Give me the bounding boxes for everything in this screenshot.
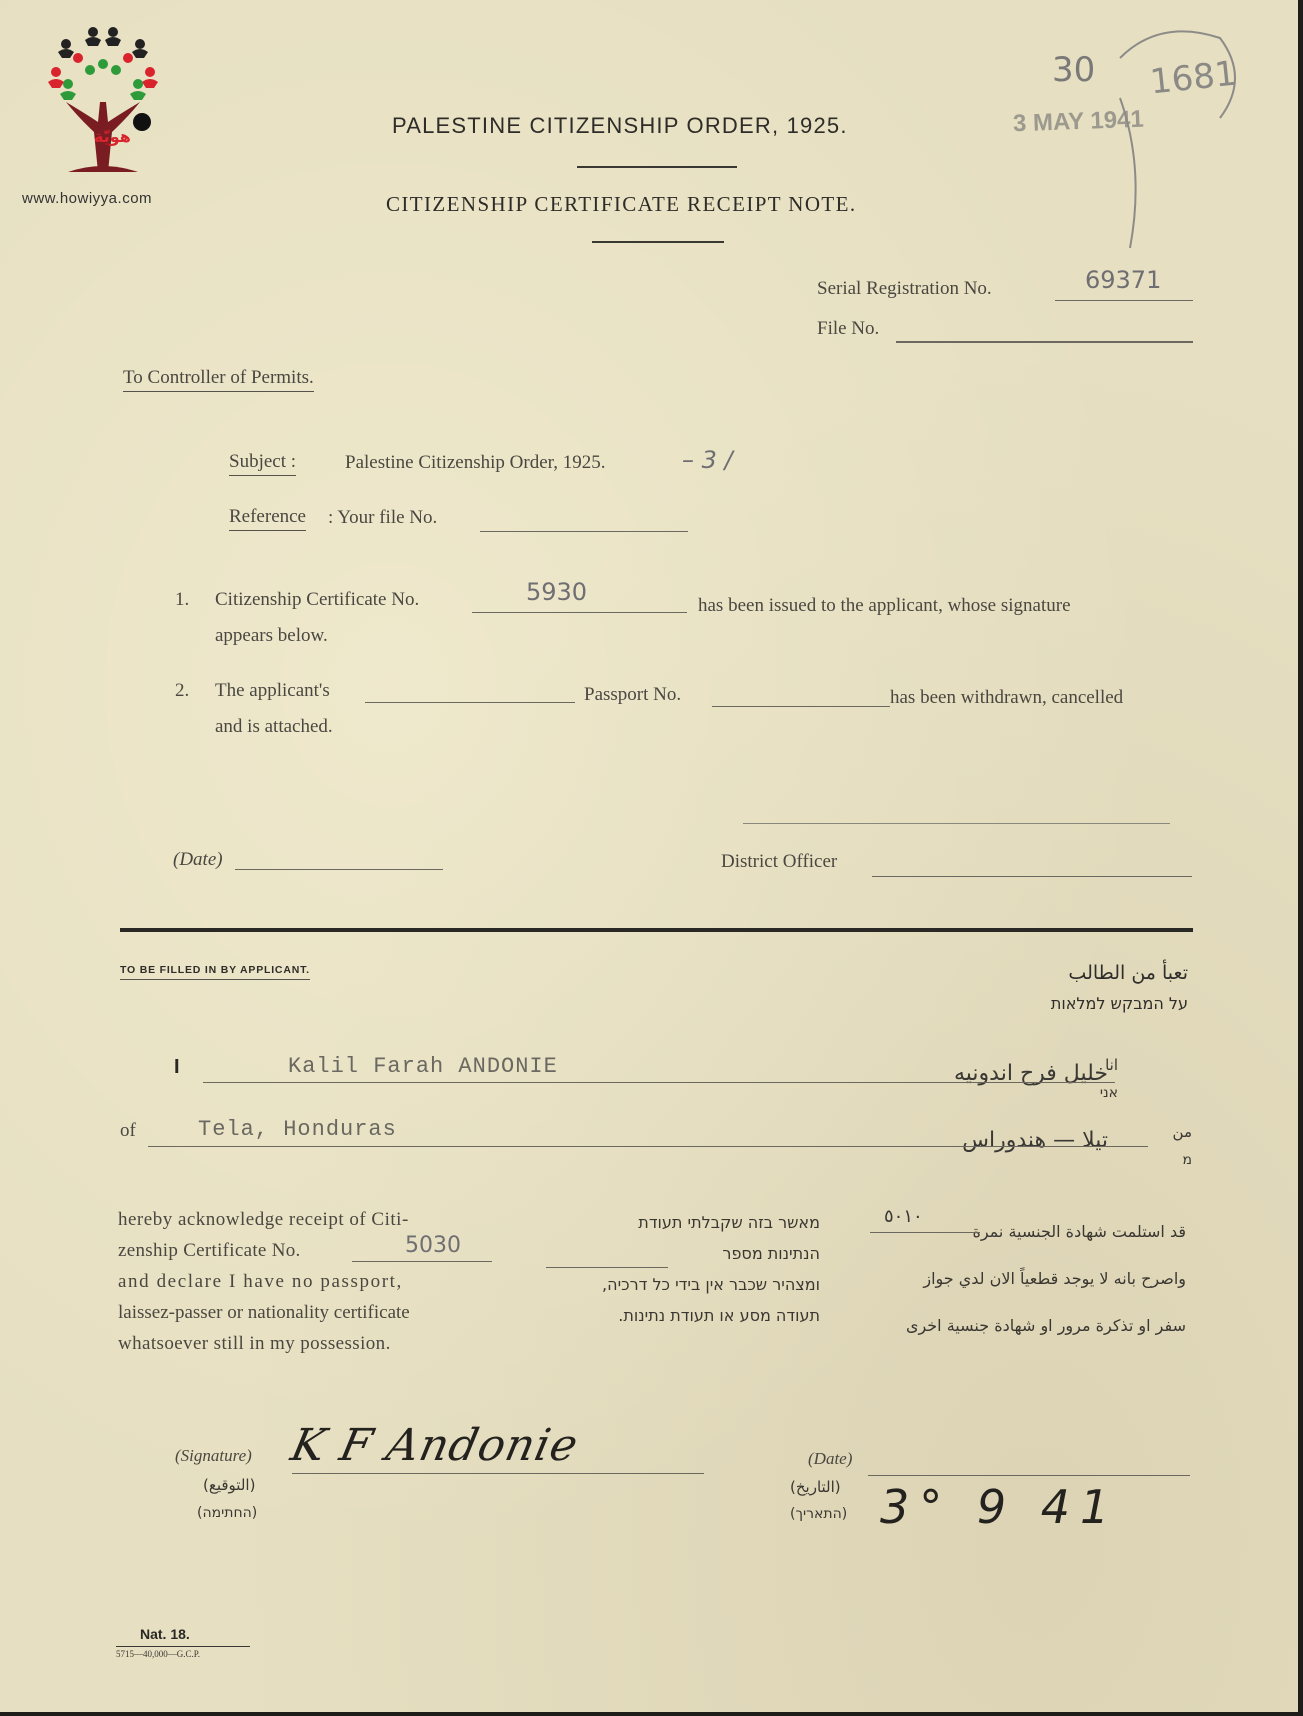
- i-arabic: انا: [1105, 1056, 1118, 1074]
- signature-date-label: (Date): [808, 1449, 853, 1468]
- item2-passport-line: [712, 706, 890, 707]
- section-divider: [120, 928, 1193, 932]
- subject-label: Subject :: [229, 448, 296, 476]
- print-code: 5715—40,000—G.C.P.: [116, 1649, 201, 1659]
- i-hebrew: אני: [1099, 1085, 1118, 1101]
- of-hebrew: מ: [1182, 1152, 1192, 1168]
- of-label: of: [120, 1120, 136, 1141]
- item1-cert-no: 5930: [526, 578, 588, 606]
- place-line: [148, 1146, 1148, 1147]
- addressee: To Controller of Permits.: [123, 364, 314, 392]
- declaration-line: zenship Certificate No.: [118, 1240, 301, 1261]
- declaration-line: ומצהיר שכבר אין בידי כל דרכיה,: [602, 1275, 820, 1294]
- of-arabic: من: [1172, 1123, 1192, 1141]
- item2-after: has been withdrawn, cancelled: [890, 687, 1124, 708]
- file-no-label: File No.: [817, 318, 880, 339]
- declaration-line: מאשר בזה שקבלתי תעודת: [638, 1213, 820, 1232]
- signature-date-arabic: (التاريخ): [790, 1478, 841, 1496]
- received-date-stamp: 3 MAY 1941: [1012, 105, 1145, 138]
- hebrew-cert-line: [546, 1267, 668, 1268]
- applicant-signature: K F Andonie: [286, 1420, 584, 1471]
- declaration-line: laissez-passer or nationality certificate: [118, 1302, 410, 1323]
- applicant-name-typed: Kalil Farah ANDONIE: [288, 1054, 558, 1079]
- item1-cert-line: [472, 612, 687, 613]
- declaration-hebrew: [530, 1207, 820, 1331]
- item1-before: Citizenship Certificate No.: [215, 589, 420, 610]
- item2-before: The applicant's: [215, 680, 330, 701]
- signature-line: [292, 1473, 704, 1474]
- english-cert-line: [352, 1261, 492, 1262]
- declaration-line: תעודה מסע או תעודת נתינות.: [618, 1306, 820, 1325]
- subject-pencil-mark: – 3 /: [682, 446, 733, 474]
- howiyya-logo: [22, 22, 168, 207]
- form-code: Nat. 18.: [140, 1626, 190, 1642]
- reference-label: Reference: [229, 503, 306, 531]
- signature-label: (Signature): [175, 1446, 252, 1465]
- district-officer-line: [872, 876, 1192, 877]
- arabic-cert-line: [870, 1232, 980, 1233]
- declaration-line: whatsoever still in my possession.: [118, 1333, 391, 1354]
- signature-label-arabic: (التوقيع): [203, 1476, 256, 1494]
- pencil-reference: 1681: [1148, 53, 1239, 103]
- place-arabic: تيلا — هندوراس: [962, 1128, 1108, 1153]
- signature-date-hebrew: (התאריך): [790, 1506, 848, 1522]
- reference-text: : Your file No.: [328, 507, 438, 528]
- i-label: I: [174, 1056, 180, 1078]
- applicant-heading-hebrew: על המבקש למלאות: [1050, 994, 1188, 1013]
- form-title: PALESTINE CITIZENSHIP ORDER, 1925.: [392, 113, 848, 138]
- item1-after: has been issued to the applicant, whose signature: [698, 595, 1071, 616]
- form-code-rule: [116, 1646, 250, 1647]
- declaration-line: واصرح بانه لا يوجد قطعياً الان لدي جواز: [923, 1269, 1186, 1288]
- officer-date-label: (Date): [173, 849, 223, 870]
- signature-date-line: [868, 1475, 1190, 1476]
- arabic-cert-no: ٥٠١٠: [884, 1206, 923, 1227]
- officer-date-line: [235, 869, 443, 870]
- file-no-line: [896, 341, 1193, 343]
- item2-number: 2.: [175, 680, 190, 701]
- declaration-english: [118, 1204, 498, 1359]
- reference-line: [480, 531, 688, 532]
- applicant-heading-arabic: تعبأ من الطالب: [1068, 962, 1188, 984]
- form-subtitle: CITIZENSHIP CERTIFICATE RECEIPT NOTE.: [386, 192, 857, 216]
- title-divider: [577, 166, 737, 168]
- serial-line: [1055, 300, 1193, 301]
- declaration-line: and declare I have no passport,: [118, 1271, 403, 1292]
- item2-applicant-line: [365, 702, 575, 703]
- declaration-line: قد استلمت شهادة الجنسية نمرة: [972, 1222, 1186, 1241]
- name-line: [203, 1082, 1115, 1083]
- logo-site-url: www.howiyya.com: [22, 190, 153, 207]
- pencil-number: 30: [1052, 50, 1096, 90]
- declaration-line: سفر او تذكرة مرور او شهادة جنسية اخرى: [905, 1316, 1186, 1335]
- english-cert-no: 5030: [405, 1233, 461, 1258]
- signature-date-value: 3° 9 41: [880, 1480, 1120, 1534]
- declaration-line: hereby acknowledge receipt of Citi-: [118, 1209, 409, 1230]
- item1-cont: appears below.: [215, 625, 328, 646]
- subtitle-divider: [592, 241, 724, 243]
- item2-cont: and is attached.: [215, 716, 333, 737]
- subject-value: Palestine Citizenship Order, 1925.: [345, 452, 606, 473]
- svg-text:هويّة: هويّة: [94, 127, 131, 146]
- applicant-name-arabic: خليل فرح اندونيه: [954, 1061, 1108, 1086]
- serial-label: Serial Registration No.: [817, 278, 992, 299]
- item2-mid: Passport No.: [584, 684, 682, 705]
- signature-label-hebrew: (החתימה): [197, 1505, 258, 1521]
- applicant-heading: TO BE FILLED IN BY APPLICANT.: [120, 964, 310, 980]
- item1-number: 1.: [175, 589, 190, 610]
- officer-signature-line: [743, 823, 1170, 824]
- serial-value: 69371: [1085, 266, 1162, 294]
- declaration-arabic: [856, 1208, 1186, 1349]
- district-officer-label: District Officer: [721, 851, 838, 872]
- family-tree-icon: [38, 22, 168, 182]
- place-typed: Tela, Honduras: [198, 1117, 397, 1142]
- pencil-loop-mark: [1100, 18, 1250, 258]
- declaration-line: הנתינות מספר: [722, 1244, 820, 1263]
